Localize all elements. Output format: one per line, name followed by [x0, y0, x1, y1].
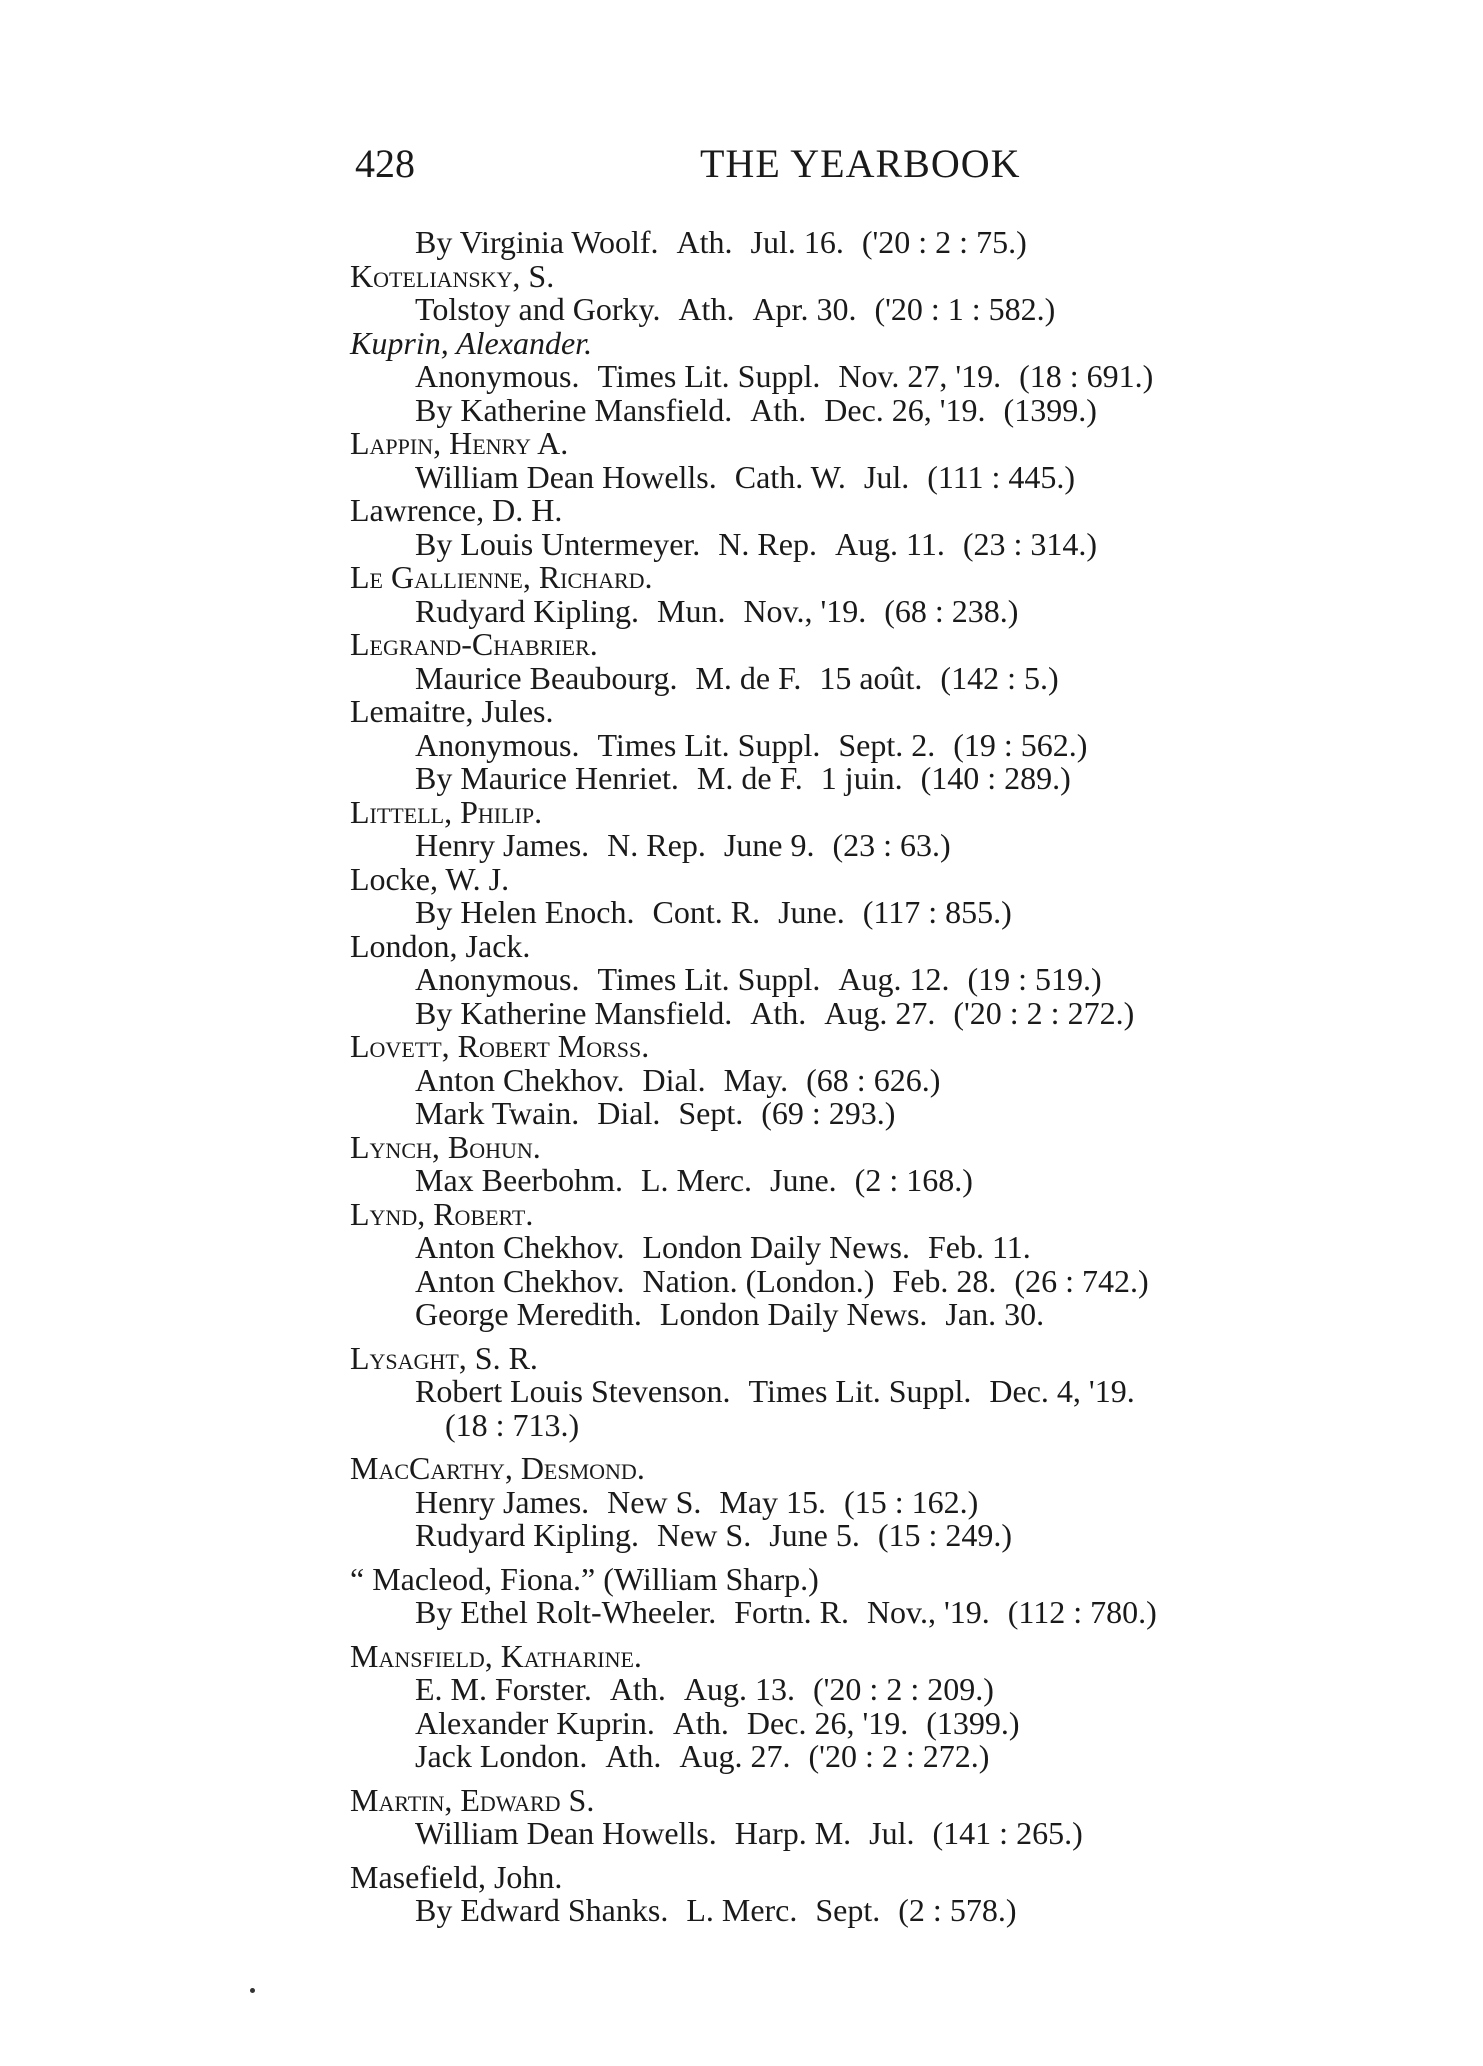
citation-part: By Edward Shanks. [415, 1892, 669, 1928]
citation-part: (15 : 162.) [844, 1483, 979, 1520]
citation-part: (69 : 293.) [761, 1095, 896, 1131]
citation-part: N. Rep. [718, 525, 817, 562]
citation-part: Nov., '19. [743, 592, 867, 629]
citation-part: Aug. 27. [824, 994, 936, 1031]
citation-part: New S. [607, 1483, 702, 1520]
citation-part: Aug. 11. [834, 525, 945, 562]
citation-part: (112 : 780.) [1007, 1594, 1157, 1630]
citation-part: Jan. 30. [945, 1296, 1045, 1332]
citation-part: William Dean Howells. [415, 458, 717, 495]
citation-part: Apr. 30. [752, 291, 857, 327]
author-heading [340, 1781, 1380, 1818]
citation-part: Maurice Beaubourg. [415, 659, 678, 696]
author-name: Lemaitre, Jules. [350, 693, 554, 729]
bibliography-entries [340, 226, 1380, 1928]
author-name: Lynd, Robert. [350, 1195, 534, 1232]
citation-part: Jul. [869, 1815, 915, 1851]
citation-line [340, 1519, 1380, 1553]
citation-part: By Virginia Woolf. [415, 224, 659, 260]
citation-part: 1 juin. [820, 760, 903, 796]
citation-part: Ath. [676, 224, 733, 260]
citation-part: By Louis Untermeyer. [415, 525, 701, 562]
citation-part: Times Lit. Suppl. [597, 961, 821, 997]
citation-part: (141 : 265.) [932, 1815, 1083, 1851]
citation-part: ('20 : 2 : 272.) [953, 994, 1135, 1031]
author-name: Locke, W. J. [350, 860, 510, 897]
author-name: Lysaght, S. R. [350, 1339, 538, 1376]
author-name: MacCarthy, Desmond. [350, 1450, 645, 1486]
citation-part: May 15. [719, 1483, 827, 1520]
citation-line [340, 1164, 1380, 1198]
author-name: Lovett, Robert Morss. [350, 1028, 650, 1064]
citation-part: By Helen Enoch. [415, 894, 635, 930]
citation-part: E. M. Forster. [415, 1671, 592, 1707]
citation-line [340, 1817, 1380, 1851]
citation-part: Robert Louis Stevenson. [415, 1373, 731, 1409]
margin-speck [250, 1988, 255, 1993]
citation-line [340, 226, 1380, 260]
citation-line [340, 1704, 1380, 1741]
citation-part: Tolstoy and Gorky. [415, 291, 661, 327]
citation-part: New S. [656, 1517, 752, 1553]
author-heading [340, 1560, 1380, 1597]
citation-part: Nov. 27, '19. [838, 358, 1002, 394]
author-heading [340, 324, 1380, 361]
citation-part: Aug. 12. [838, 961, 950, 997]
citation-line [340, 1231, 1380, 1265]
author-heading [340, 927, 1380, 964]
citation-part: Dial. [642, 1061, 706, 1098]
citation-part: Henry James. [415, 1483, 590, 1520]
citation-part: Henry James. [415, 827, 590, 863]
citation-line [340, 360, 1380, 394]
citation-part: (68 : 626.) [806, 1061, 941, 1098]
running-title: THE YEARBOOK [700, 141, 1021, 186]
citation-part: M. de F. [695, 659, 802, 696]
citation-part: Max Beerbohm. [415, 1162, 623, 1198]
citation-part: Times Lit. Suppl. [597, 358, 821, 394]
citation-line [340, 1483, 1380, 1520]
citation-line [340, 1262, 1380, 1299]
citation-line [340, 1596, 1380, 1630]
citation-part: (140 : 289.) [920, 760, 1071, 796]
citation-part: George Meredith. [415, 1296, 642, 1332]
citation-part: June 9. [723, 827, 815, 863]
citation-part: (117 : 855.) [862, 894, 1012, 930]
citation-part: (15 : 249.) [877, 1517, 1013, 1553]
citation-line [340, 525, 1380, 562]
citation-part: Times Lit. Suppl. [748, 1373, 972, 1409]
citation-part: June. [770, 1162, 837, 1198]
citation-part: Ath. [750, 994, 807, 1031]
citation-part: (1399.) [926, 1704, 1020, 1741]
citation-part: Ath. [609, 1671, 666, 1707]
citation-part: (2 : 168.) [854, 1162, 973, 1198]
citation-part: Feb. 28. [892, 1262, 997, 1299]
citation-line [340, 896, 1380, 930]
citation-line [340, 293, 1380, 327]
citation-part: L. Merc. [686, 1892, 798, 1928]
citation-part: (18 : 691.) [1019, 358, 1154, 394]
citation-part: Aug. 13. [683, 1671, 795, 1707]
citation-line [340, 1375, 1380, 1409]
author-heading [340, 1195, 1380, 1232]
citation-line [340, 829, 1380, 863]
citation-line [340, 963, 1380, 997]
citation-part: Sept. 2. [838, 726, 936, 763]
citation-part: Rudyard Kipling. [415, 592, 639, 629]
citation-part: Ath. [750, 391, 807, 428]
author-heading [340, 257, 1380, 294]
citation-part: By Ethel Rolt-Wheeler. [415, 1594, 717, 1630]
citation-line [340, 592, 1380, 629]
citation-part: Anton Chekhov. [415, 1061, 625, 1098]
author-heading [340, 1128, 1380, 1165]
citation-part: (23 : 63.) [832, 827, 951, 863]
citation-part: Anton Chekhov. [415, 1262, 625, 1299]
citation-line [340, 1673, 1380, 1707]
citation-part: (19 : 519.) [967, 961, 1102, 997]
citation-part: Cont. R. [652, 894, 761, 930]
citation-part: Sept. [678, 1095, 744, 1131]
citation-line [340, 1097, 1380, 1131]
author-heading [340, 561, 1380, 595]
author-name: Martin, Edward S. [350, 1781, 595, 1818]
citation-part: (1399.) [1003, 391, 1097, 428]
author-heading [340, 860, 1380, 897]
citation-part: Anonymous. [415, 358, 580, 394]
citation-part: 15 août. [819, 659, 923, 696]
citation-line [340, 391, 1380, 428]
author-name: Lynch, Bohun. [350, 1128, 541, 1165]
citation-part: Mark Twain. [415, 1095, 580, 1131]
citation-line [340, 659, 1380, 696]
citation-part: Dec. 4, '19. [989, 1373, 1135, 1409]
citation-part: ('20 : 2 : 209.) [813, 1671, 994, 1707]
citation-line [340, 1740, 1380, 1774]
author-name: Legrand-Chabrier. [350, 626, 598, 662]
citation-part: (18 : 713.) [445, 1406, 580, 1443]
citation-continuation [340, 1406, 1380, 1443]
citation-part: Anonymous. [415, 961, 580, 997]
citation-part: William Dean Howells. [415, 1815, 717, 1851]
citation-part: Ath. [678, 291, 735, 327]
citation-part: Nation. (London.) [642, 1262, 875, 1299]
citation-part: Fortn. R. [734, 1594, 849, 1630]
citation-line [340, 726, 1380, 763]
page-number: 428 [355, 141, 415, 186]
author-heading [340, 1339, 1380, 1376]
citation-line [340, 1061, 1380, 1098]
author-heading [340, 793, 1380, 830]
citation-part: Dec. 26, '19. [746, 1704, 909, 1741]
citation-part: By Maurice Henriet. [415, 760, 679, 796]
citation-part: June. [778, 894, 845, 930]
citation-part: London Daily News. [659, 1296, 928, 1332]
citation-part: ('20 : 2 : 272.) [808, 1738, 990, 1774]
page-header [355, 140, 1155, 200]
citation-part: (142 : 5.) [940, 659, 1059, 696]
citation-part: Mun. [656, 592, 726, 629]
citation-part: (2 : 578.) [898, 1892, 1017, 1928]
author-name: Le Gallienne, Richard. [350, 559, 653, 595]
citation-part: Times Lit. Suppl. [597, 726, 821, 763]
citation-part: Rudyard Kipling. [415, 1517, 639, 1553]
citation-part: Aug. 27. [679, 1738, 791, 1774]
citation-part: (19 : 562.) [953, 726, 1088, 763]
citation-part: Harp. M. [734, 1815, 852, 1851]
citation-line [340, 994, 1380, 1031]
citation-part: London Daily News. [642, 1229, 910, 1265]
author-heading [340, 494, 1380, 528]
citation-part: Cath. W. [734, 458, 846, 495]
citation-part: M. de F. [696, 760, 803, 796]
author-heading [340, 1637, 1380, 1674]
author-heading [340, 1858, 1380, 1895]
citation-part: Anonymous. [415, 726, 580, 763]
citation-line [340, 1298, 1380, 1332]
author-name: Lawrence, D. H. [350, 492, 563, 528]
author-name: Koteliansky, S. [350, 257, 555, 294]
author-heading [340, 695, 1380, 729]
citation-part: Anton Chekhov. [415, 1229, 625, 1265]
author-heading [340, 628, 1380, 662]
author-name: Littell, Philip. [350, 793, 543, 830]
citation-line [340, 458, 1380, 495]
citation-part: ('20 : 1 : 582.) [874, 291, 1056, 327]
citation-part: (26 : 742.) [1014, 1262, 1149, 1299]
author-name: Lappin, Henry A. [350, 425, 569, 461]
citation-part: (23 : 314.) [962, 525, 1098, 562]
citation-line [340, 762, 1380, 796]
citation-part: ('20 : 2 : 75.) [861, 224, 1027, 260]
author-name: Mansfield, Katharine. [350, 1637, 642, 1674]
citation-part: May. [723, 1061, 789, 1098]
citation-part: Sept. [815, 1892, 881, 1928]
citation-part: By Katherine Mansfield. [415, 391, 733, 428]
author-name: London, Jack. [350, 927, 531, 964]
citation-part: Jul. [863, 458, 910, 495]
citation-part: Dial. [597, 1095, 661, 1131]
author-name: Masefield, John. [350, 1858, 563, 1895]
citation-part: N. Rep. [607, 827, 706, 863]
citation-part: Alexander Kuprin. [415, 1704, 655, 1741]
citation-part: (68 : 238.) [884, 592, 1019, 629]
citation-part: By Katherine Mansfield. [415, 994, 733, 1031]
author-heading [340, 427, 1380, 461]
citation-part: L. Merc. [640, 1162, 753, 1198]
citation-part: Nov., '19. [866, 1594, 990, 1630]
citation-part: Ath. [605, 1738, 662, 1774]
author-name: “ Macleod, Fiona.” (William Sharp.) [350, 1560, 819, 1597]
citation-line [340, 1894, 1380, 1928]
citation-part: Feb. 11. [927, 1229, 1031, 1265]
author-heading [340, 1030, 1380, 1064]
citation-part: (111 : 445.) [927, 458, 1076, 495]
citation-part: June 5. [769, 1517, 860, 1553]
author-name: Kuprin, Alexander. [350, 324, 593, 361]
citation-part: Jack London. [415, 1738, 588, 1774]
author-heading [340, 1452, 1380, 1486]
citation-part: Dec. 26, '19. [824, 391, 986, 428]
citation-part: Jul. 16. [750, 224, 844, 260]
citation-part: Ath. [672, 1704, 729, 1741]
